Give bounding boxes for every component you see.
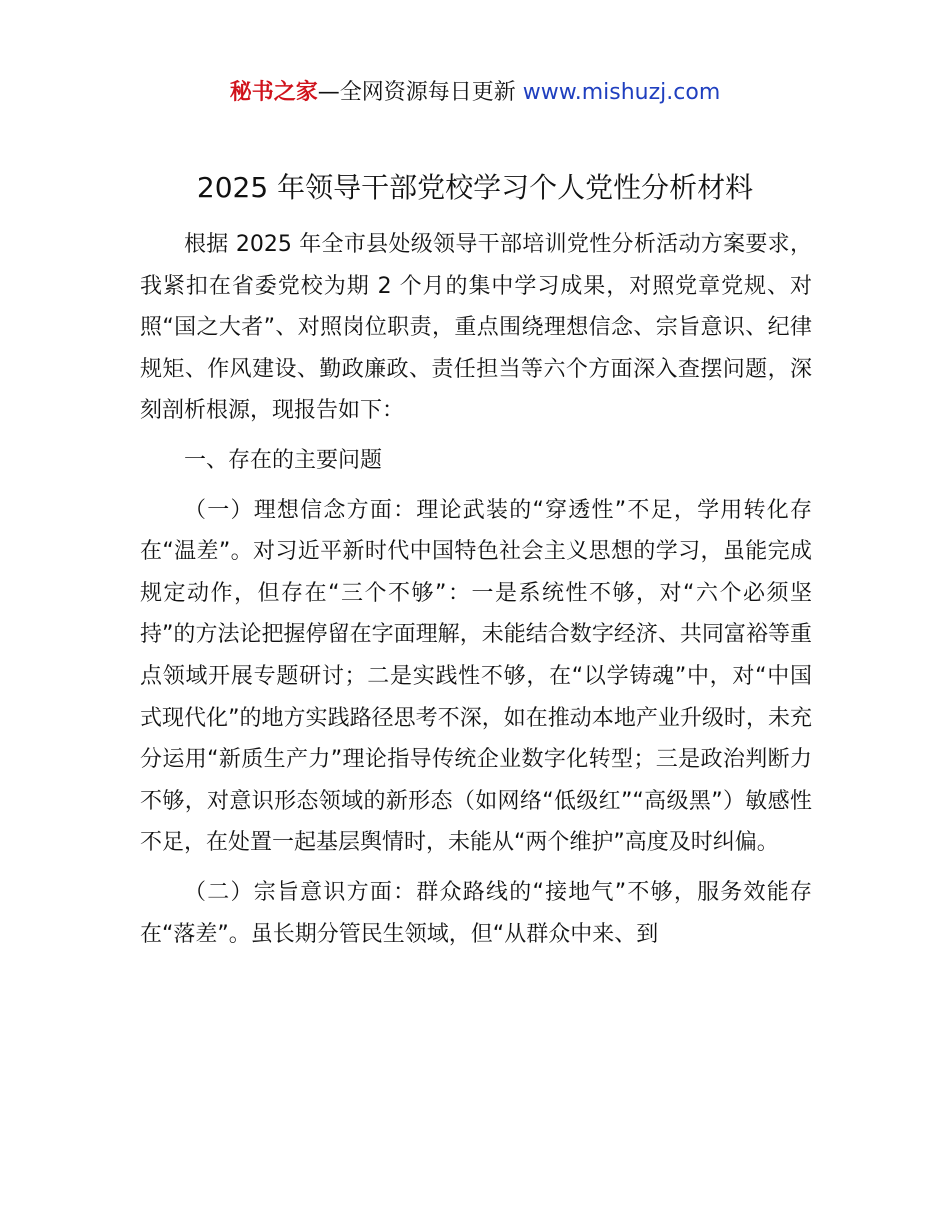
section-heading: 一、存在的主要问题 — [184, 447, 383, 473]
intro-paragraph: 根据 2025 年全市县处级领导干部培训党性分析活动方案要求，我紧扣在省委党校为期 2 个月的集中学习成果，对照党章党规、对照“国之大者”、对照岗位职责，重点围绕理想信念、宗旨意识、纪律规矩、作风建设、勤政廉政、责任担当等六个方面深入查摆问题，深刻剖析根源，现报告如下： — [140, 232, 812, 424]
site-url[interactable]: www.mishuzj.com — [522, 80, 721, 105]
document-body — [140, 224, 812, 963]
document-title: 2025 年领导干部党校学习个人党性分析材料 — [196, 171, 754, 204]
site-header — [0, 76, 950, 110]
brand-name: 秘书之家 — [229, 80, 318, 105]
paragraph-ideals: （一）理想信念方面：理论武装的“穿透性”不足，学用转化存在“温差”。对习近平新时代中国特色社会主义思想的学习，虽能完成规定动作，但存在“三个不够”：一是系统性不够，对“六个必须坚持”的方法论把握停留在字面理解，未能结合数字经济、共同富裕等重点领域开展专题研讨；二是实践性不够，在“以学铸魂”中，对“中国式现代化”的地方实践路径思考不深，如在推动本地产业升级时，未充分运用“新质生产力”理论指导传统企业数字化转型；三是政治判断力不够，对意识形态领域的新形态（如网络“低级红”“高级黑”）敏感性不足，在处置一起基层舆情时，未能从“两个维护”高度及时纠偏。 — [140, 497, 812, 856]
header-tagline: —全网资源每日更新 — [317, 80, 523, 105]
paragraph-purpose: （二）宗旨意识方面：群众路线的“接地气”不够，服务效能存在“落差”。虽长期分管民生领域，但“从群众中来、到 — [140, 879, 812, 947]
